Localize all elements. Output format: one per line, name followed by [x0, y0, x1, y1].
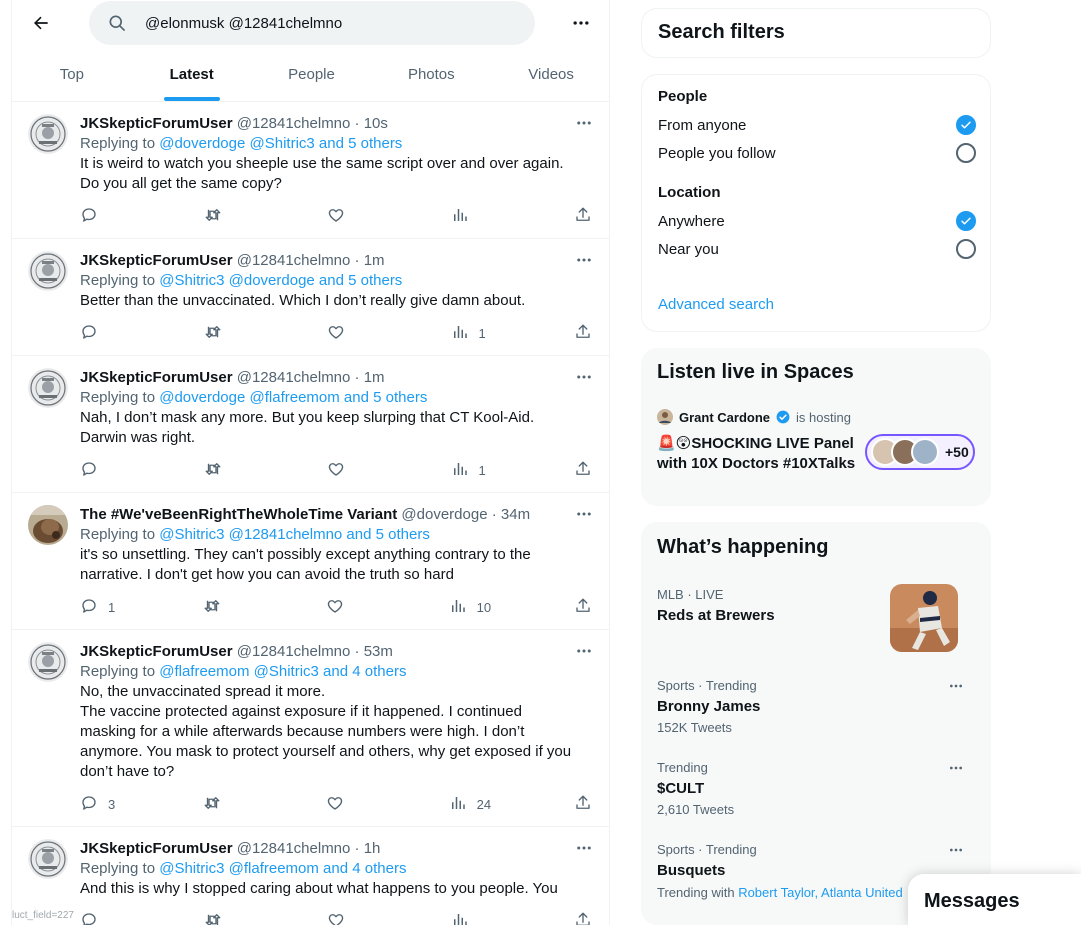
tweet-actions	[80, 311, 592, 355]
filter-anywhere[interactable]	[658, 210, 976, 232]
whats-happening-card	[641, 522, 991, 925]
more-dots-icon	[575, 505, 593, 528]
share-button[interactable]	[574, 794, 592, 815]
search-tabs	[12, 52, 610, 102]
retweet-button[interactable]	[204, 911, 244, 925]
replying-to-links[interactable]: @Shitric3 @doverdoge and 5 others	[159, 272, 403, 289]
listener-count: +50	[945, 444, 969, 460]
tweet-author-handle[interactable]: @12841chelmno	[236, 115, 351, 132]
tweet-row[interactable]	[12, 356, 610, 493]
trend-title: Busquets	[657, 862, 726, 879]
trend-more-button[interactable]	[945, 842, 967, 858]
retweet-button[interactable]	[204, 460, 244, 481]
space-host-row	[657, 409, 851, 425]
share-button[interactable]	[574, 323, 592, 344]
more-dots-icon	[575, 839, 593, 862]
trend-item-cult[interactable]	[657, 760, 975, 818]
replying-to-links[interactable]: @flafreemom @Shitric3 and 4 others	[159, 663, 407, 680]
retweet-icon	[204, 323, 222, 344]
tweet-separator: ·	[350, 115, 364, 132]
tweet-replying-to	[80, 525, 595, 545]
trend-title: $CULT	[657, 780, 705, 797]
like-button[interactable]	[327, 206, 367, 227]
tweet-time[interactable]: 1m	[363, 252, 385, 269]
tweet-more-button[interactable]	[573, 505, 595, 527]
tweet-author-handle[interactable]: @12841chelmno	[236, 252, 351, 269]
tweet-more-button[interactable]	[573, 642, 595, 664]
share-icon	[574, 460, 592, 481]
tweet-time[interactable]: 10s	[363, 115, 388, 132]
search-filters-header	[641, 8, 991, 58]
tweet-row[interactable]	[12, 102, 610, 239]
retweet-icon	[204, 460, 222, 481]
trend-more-button[interactable]	[945, 760, 967, 776]
tweet-actions	[80, 585, 592, 629]
share-icon	[574, 911, 592, 925]
trend-meta: Sports · Trending	[657, 678, 757, 693]
filter-near-you-label: Near you	[658, 240, 719, 258]
replying-to-label: Replying to	[80, 860, 156, 877]
reply-button[interactable]	[80, 323, 120, 344]
reply-icon	[80, 460, 98, 481]
tweet-time[interactable]: 1m	[363, 369, 385, 386]
trend-meta: Trending	[657, 760, 708, 775]
reply-button[interactable]	[80, 911, 120, 925]
tweet-separator: ·	[350, 252, 364, 269]
reply-icon	[80, 206, 98, 227]
avatar[interactable]	[28, 251, 68, 291]
tweet-more-button[interactable]	[573, 368, 595, 390]
trend-more-button[interactable]	[945, 678, 967, 694]
tweet-row[interactable]	[12, 493, 610, 630]
reply-count: 1	[108, 599, 116, 615]
heart-icon	[326, 597, 344, 618]
filter-from-anyone[interactable]	[658, 114, 976, 136]
tweet-separator: ·	[350, 840, 364, 857]
replying-to-label: Replying to	[80, 663, 156, 680]
views-count: 10	[476, 599, 492, 615]
tweet-text: it's so unsettling. They can't possibly except anything contrary to the narrative. I don't get how you can avoid the truth so hard	[80, 546, 531, 583]
replying-to-links[interactable]: @Shitric3 @12841chelmno and 5 others	[159, 526, 430, 543]
views-button[interactable]	[451, 323, 491, 344]
whats-happening-title: What’s happening	[657, 536, 829, 558]
heart-icon	[326, 794, 344, 815]
back-button[interactable]	[26, 8, 56, 38]
tweet-row[interactable]	[12, 630, 610, 827]
tweet-text: Better than the unvaccinated. Which I don’t really give damn about.	[80, 292, 526, 309]
share-icon	[574, 323, 592, 344]
top-bar	[12, 0, 610, 52]
tab-videos[interactable]: Videos	[528, 66, 574, 83]
bar-chart-icon	[449, 794, 467, 815]
tweet-actions	[80, 899, 592, 925]
messages-label: Messages	[924, 890, 1020, 912]
filter-people-you-follow-label: People you follow	[658, 144, 776, 162]
tweet-replying-to	[80, 271, 595, 291]
like-button[interactable]	[326, 597, 366, 618]
views-button[interactable]	[449, 597, 491, 618]
tweet-replying-to	[80, 859, 595, 879]
filter-people-you-follow[interactable]	[658, 142, 976, 164]
share-button[interactable]	[574, 206, 592, 227]
reply-button[interactable]	[80, 794, 120, 815]
tweet-replying-to	[80, 134, 595, 154]
tweet-separator: ·	[350, 643, 364, 660]
trend-item-bronny-james[interactable]	[657, 678, 975, 736]
share-icon	[574, 206, 592, 227]
tweet-author-name[interactable]: The #We'veBeenRightTheWholeTime Variant	[80, 506, 398, 523]
avatar[interactable]	[28, 642, 68, 682]
tweet-replying-to	[80, 388, 595, 408]
bar-chart-icon	[451, 911, 469, 925]
retweet-button[interactable]	[204, 206, 244, 227]
reply-icon	[80, 794, 98, 815]
replying-to-links[interactable]: @Shitric3 @flafreemom and 4 others	[159, 860, 407, 877]
trend-with-label: Trending with	[657, 885, 735, 900]
tweet-author-handle[interactable]: @doverdoge	[401, 506, 488, 523]
tab-people[interactable]: People	[288, 66, 335, 83]
retweet-icon	[204, 911, 222, 925]
reply-icon	[80, 323, 98, 344]
avatar[interactable]	[28, 505, 68, 545]
trend-count: 152K Tweets	[657, 720, 732, 735]
reply-icon	[80, 597, 98, 618]
share-icon	[574, 794, 592, 815]
space-listeners-pill[interactable]	[865, 434, 975, 470]
location-filter-label: Location	[658, 184, 721, 201]
replying-to-links[interactable]: @doverdoge @Shitric3 and 5 others	[159, 135, 403, 152]
tweet-text: And this is why I stopped caring about what happens to you people. You	[80, 880, 558, 897]
like-button[interactable]	[327, 460, 367, 481]
tab-photos[interactable]: Photos	[407, 66, 455, 83]
tweet-actions	[80, 448, 592, 492]
tweet-header	[80, 368, 595, 388]
heart-icon	[327, 206, 345, 227]
radio-empty-icon[interactable]	[956, 239, 976, 259]
tweet-text: Nah, I don’t mask any more. But you keep slurping that CT Kool-Aid. Darwin was right.	[80, 409, 535, 446]
search-filters-title: Search filters	[658, 21, 785, 43]
tweet-replying-to	[80, 662, 595, 682]
replying-to-label: Replying to	[80, 526, 156, 543]
filter-near-you[interactable]	[658, 238, 976, 260]
more-dots-icon	[575, 642, 593, 665]
verified-badge-icon	[776, 410, 790, 424]
search-filters-panel	[641, 74, 991, 332]
tweet-header	[80, 505, 595, 525]
tweet-author-handle[interactable]: @12841chelmno	[236, 643, 351, 660]
tweet-text: It is weird to watch you sheeple use the same script over and over again. Do you all get the same copy?	[80, 155, 564, 192]
avatar[interactable]	[28, 368, 68, 408]
retweet-icon	[203, 794, 221, 815]
retweet-button[interactable]	[203, 597, 243, 618]
main-column	[11, 0, 610, 925]
trend-meta: MLB · LIVE	[657, 587, 724, 602]
share-button[interactable]	[574, 911, 592, 925]
trend-with-links[interactable]: Robert Taylor, Atlanta United	[738, 885, 903, 900]
space-hosting-label: is hosting	[796, 409, 851, 425]
tweet-header	[80, 251, 595, 271]
like-button[interactable]	[327, 323, 367, 344]
tab-top[interactable]: Top	[59, 66, 84, 83]
tweet-separator: ·	[487, 506, 501, 523]
tweet-feed	[12, 102, 610, 925]
radio-empty-icon[interactable]	[956, 143, 976, 163]
retweet-icon	[203, 597, 221, 618]
tweet-actions	[80, 194, 592, 238]
reply-button[interactable]	[80, 597, 120, 618]
avatar[interactable]	[28, 114, 68, 154]
more-dots-icon	[575, 251, 593, 274]
reply-button[interactable]	[80, 206, 120, 227]
tweet-header	[80, 642, 595, 662]
share-button[interactable]	[574, 460, 592, 481]
search-input[interactable]	[145, 12, 515, 34]
tweet-separator: ·	[350, 369, 364, 386]
trend-count: 2,610 Tweets	[657, 802, 735, 817]
replying-to-label: Replying to	[80, 135, 156, 152]
tweet-row[interactable]	[12, 827, 610, 925]
share-button[interactable]	[574, 597, 592, 618]
reply-button[interactable]	[80, 460, 120, 481]
more-dots-icon	[571, 13, 591, 33]
advanced-search-link[interactable]: Advanced search	[658, 296, 774, 313]
more-dots-icon	[575, 114, 593, 137]
tweet-more-button[interactable]	[573, 251, 595, 273]
tweet-more-button[interactable]	[573, 114, 595, 136]
bar-chart-icon	[451, 460, 469, 481]
trend-title: Reds at Brewers	[657, 607, 775, 624]
views-button[interactable]	[451, 460, 491, 481]
more-dots-icon	[575, 368, 593, 391]
more-dots-icon	[948, 842, 964, 858]
messages-drawer[interactable]	[908, 874, 1081, 925]
listener-avatar	[911, 438, 939, 466]
views-button[interactable]	[451, 206, 491, 227]
reply-icon	[80, 911, 98, 925]
radio-checked-icon[interactable]	[956, 211, 976, 231]
people-filter-label: People	[658, 88, 708, 105]
tweet-header	[80, 114, 595, 134]
retweet-icon	[204, 206, 222, 227]
replying-to-links[interactable]: @doverdoge @flafreemom and 5 others	[159, 389, 428, 406]
heart-icon	[327, 323, 345, 344]
tweet-author-name[interactable]: JKSkepticForumUser	[80, 643, 233, 660]
like-button[interactable]	[327, 911, 367, 925]
avatar[interactable]	[28, 839, 68, 879]
replying-to-label: Replying to	[80, 272, 156, 289]
replying-to-label: Replying to	[80, 389, 156, 406]
views-count: 24	[476, 796, 492, 812]
bar-chart-icon	[451, 206, 469, 227]
bar-chart-icon	[449, 597, 467, 618]
retweet-button[interactable]	[204, 323, 244, 344]
tweet-author-name[interactable]: JKSkepticForumUser	[80, 252, 233, 269]
space-title: 🚨😲SHOCKING LIVE Panel with 10X Doctors #10XTalks	[657, 435, 856, 472]
footer-note: luct_field=227	[12, 910, 74, 921]
filter-anywhere-label: Anywhere	[658, 212, 725, 230]
tweet-author-handle[interactable]: @12841chelmno	[236, 369, 351, 386]
radio-checked-icon[interactable]	[956, 115, 976, 135]
tweet-time[interactable]: 34m	[500, 506, 531, 523]
search-icon	[107, 13, 127, 33]
tweet-actions	[80, 782, 592, 826]
tweet-row[interactable]	[12, 239, 610, 356]
heart-icon	[327, 911, 345, 925]
tweet-author-name[interactable]: JKSkepticForumUser	[80, 115, 233, 132]
tweet-time[interactable]: 53m	[363, 643, 393, 660]
trend-title: Bronny James	[657, 698, 761, 715]
share-icon	[574, 597, 592, 618]
bar-chart-icon	[451, 323, 469, 344]
spaces-title: Listen live in Spaces	[657, 361, 854, 383]
filter-from-anyone-label: From anyone	[658, 116, 747, 134]
mlb-game-thumbnail[interactable]	[890, 584, 958, 652]
views-button[interactable]	[451, 911, 491, 925]
trend-meta: Sports · Trending	[657, 842, 757, 857]
tweet-author-name[interactable]: JKSkepticForumUser	[80, 369, 233, 386]
tweet-header	[80, 839, 595, 859]
tab-latest[interactable]: Latest	[132, 52, 252, 101]
reply-count: 3	[108, 796, 116, 812]
views-count: 1	[478, 325, 486, 341]
more-options-button[interactable]	[568, 10, 594, 36]
like-button[interactable]	[326, 794, 366, 815]
spaces-card[interactable]	[641, 348, 991, 506]
space-host-name: Grant Cardone	[679, 409, 771, 425]
more-dots-icon	[948, 760, 964, 776]
tweet-author-handle[interactable]: @12841chelmno	[236, 840, 351, 857]
retweet-button[interactable]	[203, 794, 243, 815]
tweet-time[interactable]: 1h	[363, 840, 381, 857]
host-avatar-icon	[657, 409, 673, 425]
views-count: 1	[478, 462, 486, 478]
tweet-more-button[interactable]	[573, 839, 595, 861]
search-box[interactable]	[89, 1, 535, 45]
arrow-left-icon	[31, 13, 51, 33]
heart-icon	[327, 460, 345, 481]
more-dots-icon	[948, 678, 964, 694]
views-button[interactable]	[449, 794, 491, 815]
tweet-text: No, the unvaccinated spread it more. The vaccine protected against exposure if it happened. I continued masking for a while afterwards because numbers were high. I don’t anymore. You mask to protect yourself and others, why get exposed if you don’t have to?	[80, 683, 572, 780]
tweet-author-name[interactable]: JKSkepticForumUser	[80, 840, 233, 857]
